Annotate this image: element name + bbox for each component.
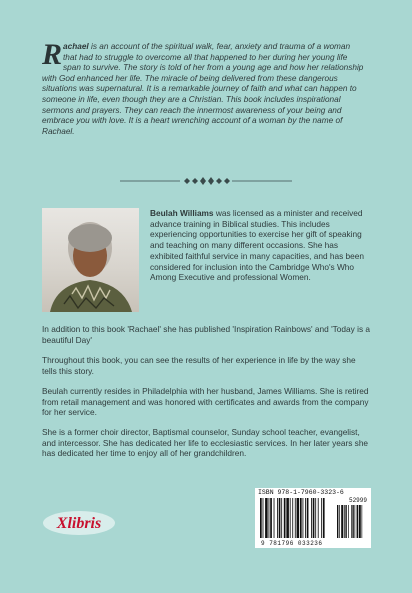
barcode-bar: [348, 505, 349, 538]
drop-cap: R: [42, 38, 63, 71]
ornament-divider-icon: [120, 176, 292, 186]
author-photo: [42, 208, 139, 312]
barcode-bar: [274, 498, 275, 538]
publisher-logo-text: Xlibris: [56, 515, 102, 532]
barcode-bar: [352, 505, 353, 538]
barcode-bar: [307, 498, 309, 538]
barcode-bar: [297, 498, 300, 538]
barcode-bar: [359, 505, 361, 538]
barcode-bar: [311, 498, 312, 538]
barcode-bar: [303, 498, 304, 538]
barcode-bar: [292, 498, 293, 538]
intro-text: is an account of the spiritual walk, fear, anxiety and trauma of a woman that had to struggle to overcome all that happened to her during her young life span to survive. The story is told of her from a young age and how her relationship with God enhanced her life. The miracle of being delivered from these dangerous situations was supernatural. It is a remarkable journey of faith and what can happen to someone in life, even though they are a Christian. This book includes inspirational sermons and prayers. They can reach the innermost awareness of your being and embrace you with love. It is a heart wrenching account of a woman by the name of Rachael.: [42, 42, 364, 136]
isbn-barcode: [255, 488, 371, 548]
isbn-label: ISBN 978-1-7960-3323-6: [258, 489, 344, 496]
author-name: Beulah Williams: [150, 208, 214, 218]
barcode-bar: [337, 505, 338, 538]
barcode-bar: [269, 498, 270, 538]
barcode-bar: [318, 498, 319, 538]
barcode-bar: [277, 498, 278, 538]
author-bio: [150, 208, 372, 283]
author-bio-text: was licensed as a minister and received advance training in Biblical studies. This includes experiencing opportunities to exercise her gift of speaking and teaching on many different occasions. She has exhibited faithful service in many capacities, and has been considered for inclusion into the Cambridge Who's Who Among Executive and professional Women.: [150, 208, 365, 283]
barcode-bar: [344, 505, 345, 538]
barcode-bar: [323, 498, 325, 538]
bio-paragraph-3: Beulah currently resides in Philadelphia with her husband, James Williams. She is retired from retail management and was honored with certificates and awards from the company for her service.: [42, 386, 369, 418]
barcode-bar: [345, 505, 346, 538]
barcode-bar: [313, 498, 315, 538]
barcode-bar: [263, 498, 264, 538]
barcode-digits: 9 781796 033236: [261, 540, 323, 547]
bio-paragraph-2: Throughout this book, you can see the results of her experience in life by the way she tells this story.: [42, 355, 356, 376]
barcode-bar: [300, 498, 302, 538]
barcode-bar: [286, 498, 289, 538]
barcode-bar: [315, 498, 316, 538]
bio-paragraph-4: She is a former choir director, Baptismal counselor, Sunday school teacher, evangelist, and intercessor. She has dedicated her life to ecclesiastic services. In her later years she has dedicated her time to enjoy all of her grandchildren.: [42, 427, 369, 459]
barcode-bar: [339, 505, 340, 538]
barcode-bar: [290, 498, 291, 538]
bio-paragraph-1: In addition to this book 'Rachael' she has published 'Inspiration Rainbows' and 'Today is a beautiful Day': [42, 324, 371, 345]
barcode-bar: [305, 498, 306, 538]
price-code: 52999: [348, 497, 367, 504]
barcode-bar: [279, 498, 281, 538]
barcode-bar: [265, 498, 268, 538]
barcode-bar: [357, 505, 358, 538]
barcode-bar: [321, 498, 322, 538]
barcode-bar: [270, 498, 272, 538]
barcode-bar: [284, 498, 286, 538]
barcode-bar: [362, 505, 363, 538]
barcode-bar: [341, 505, 343, 538]
intro-paragraph: [42, 38, 364, 137]
intro-lead: achael: [63, 42, 89, 51]
publisher-logo: [42, 510, 116, 536]
barcode-bar: [295, 498, 296, 538]
barcode-bar: [351, 505, 352, 538]
barcode-icon: [255, 488, 371, 548]
barcode-bar: [355, 505, 356, 538]
barcode-bar: [260, 498, 262, 538]
barcode-bar: [281, 498, 282, 538]
